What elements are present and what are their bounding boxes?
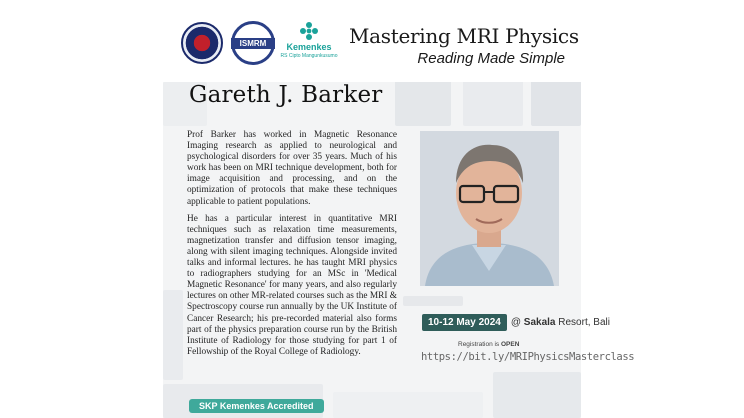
- event-dates-badge: 10-12 May 2024: [422, 314, 507, 331]
- bg-tile: [333, 392, 483, 418]
- bg-tile: [493, 372, 581, 418]
- event-details: [422, 314, 610, 331]
- bio-paragraph: Prof Barker has worked in Magnetic Resonance Imaging research as applied to neurological and psychological disorders for over 35 years. Much of his work has been on MRI technique development, both for image acquisition and processing, and on the optimization of protocols that make these techniques applicable to patient populations.: [187, 130, 397, 207]
- event-venue: [511, 317, 610, 328]
- registration-status: [458, 341, 519, 348]
- venue-name: Sakala: [523, 317, 556, 328]
- speaker-bio: [187, 130, 397, 364]
- university-emblem-icon: [181, 22, 223, 64]
- poster: [163, 0, 635, 418]
- kemenkes-sublabel: RS Cipto Mangunkusumo: [280, 53, 338, 59]
- ismrm-label: ISMRM: [231, 38, 275, 49]
- speaker-portrait-icon: [420, 131, 559, 286]
- registration-open: OPEN: [501, 341, 520, 348]
- accreditation-badge: SKP Kemenkes Accredited: [189, 399, 324, 413]
- kemenkes-logo-icon: [280, 20, 338, 66]
- registration-link[interactable]: https://bit.ly/MRIPhysicsMasterclass: [421, 351, 635, 363]
- ismrm-endorsed-seal-icon: [231, 21, 275, 65]
- page-title: Mastering MRI Physics: [349, 24, 579, 48]
- kemenkes-label: Kemenkes: [286, 42, 332, 52]
- logo-row: [181, 20, 338, 66]
- bio-paragraph: He has a particular interest in quantitative MRI techniques such as relaxation time measurements, magnetization transfer and diffusion tensor imaging, along with silent imaging techniques. Alongside invited talks and informal lectures. he has taught MRI physics to radiographers studying for an MSc in 'Medical Magnetic Resonance' for many years, and also regularly lectures on other MR-related courses such as the MRI & Spectroscopy course run annually by the UK Institute of Cancer Research; his pre-recorded material also forms part of the physics preparation course run by the British Institute of Radiology for those studying for part 1 of Fellowship of the Royal College of Radiology.: [187, 213, 397, 357]
- page-subtitle: Reading Made Simple: [417, 50, 565, 67]
- registration-label: Registration is: [458, 341, 501, 348]
- portrait-illustration: [420, 131, 559, 286]
- venue-prefix: @: [510, 317, 524, 328]
- bg-tile: [403, 296, 463, 306]
- kemenkes-mark-icon: [298, 20, 320, 42]
- speaker-name: Gareth J. Barker: [189, 82, 383, 108]
- venue-location: Resort, Bali: [555, 317, 610, 328]
- bg-tile: [163, 290, 183, 380]
